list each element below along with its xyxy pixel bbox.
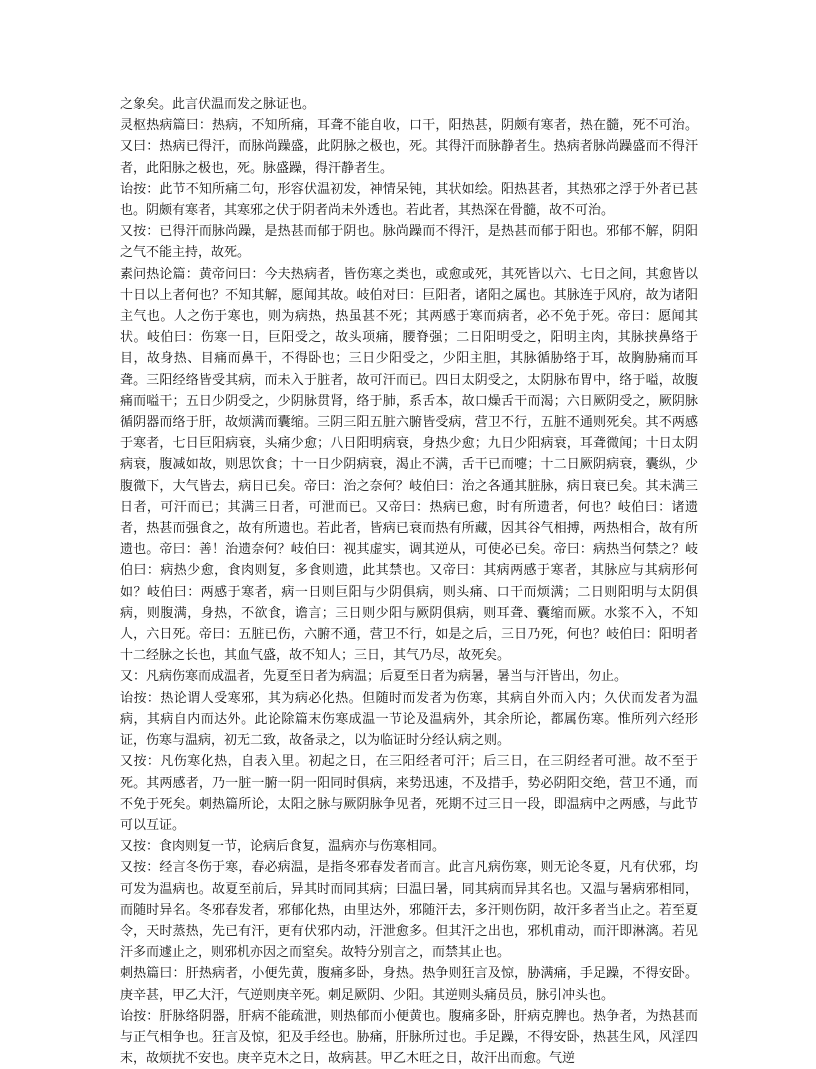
paragraph-youan-dehan: 又按：已得汗而脉尚躁，是热甚而郁于阴也。脉尚躁而不得汗，是热甚而郁于阳也。邪郁不解，阴阳之气不能主持，故死。 <box>120 224 698 261</box>
paragraph-youan-shirou: 又按：食肉则复一节，论病后食复，温病亦与伤寒相同。 <box>120 839 446 855</box>
paragraph-yian-suotong: 诒按：此节不知所痛二句，形容伏温初发，神情呆钝，其状如绘。阳热甚者，其热邪之浮于外者已甚也。阴颇有寒者，其寒邪之伏于阴者尚未外透也。若此者，其热深在骨髓，故不可治。 <box>120 181 698 219</box>
paragraph-yian-relun: 诒按：热论谓人受寒邪，其为病必化热。但随时而发者为伤寒，其病自外而入内；久伏而发者为温病，其病自内而达外。此论除篇末伤寒成温一节论及温病外，其余所论，都属伤寒。惟所列六经形证，伤寒与温病，初无二致，故备录之，以为临证时分经认病之则。 <box>120 690 698 749</box>
paragraph-youan-jingyan: 又按：经言冬伤于寒，春必病温，是指冬邪春发者而言。此言凡病伤寒，则无论冬夏，凡有伏邪，均可发为温病也。故夏至前后，异其时而同其病；曰温曰暑，同其病而异其名也。又温与暑病邪相同，而随时异名。冬邪春发者，邪郁化热，由里达外，邪随汗去，多汗则伤阴，故汗多者当止之。若至夏令，天时蒸热，先已有汗，更有伏邪内动，汗泄愈多。但其汗之出也，邪机甫动，而汗即淋漓。若见汗多而遽止之，则邪机亦因之而窒矣。故特分别言之，而禁其止也。 <box>120 860 698 961</box>
document-page <box>120 94 698 1069</box>
paragraph-youan-shanghan-hua-re: 又按：凡伤寒化热，自表入里。初起之日，在三阳经者可汗；后三日，在三阴经者可泄。故不至于死。其两感者，乃一脏一腑一阴一阳同时俱病，来势迅速，不及措手，势必阴阳交绝，营卫不通，而不免于死矣。刺热篇所论，太阳之脉与厥阴脉争见者，死期不过三日一段，即温病中之两感，与此节可以互证。 <box>120 754 698 833</box>
paragraph-bing-zheng: 之象矣。此言伏温而发之脉证也。 <box>120 97 316 112</box>
paragraph-yian-ganmai: 诒按：肝脉络阴器，肝病不能疏泄，则热郁而小便黄也。腹痛多卧，肝病克脾也。热争者，为热甚而与正气相争也。狂言及惊，犯及手经也。胁痛，肝脉所过也。手足躁，不得安卧，热甚生风，风淫四末，故烦扰不安也。庚辛克木之日，故病甚。甲乙木旺之日，故汗出而愈。气逆 <box>120 1008 698 1067</box>
paragraph-cire-ganrebing: 刺热篇曰：肝热病者，小便先黄，腹痛多卧，身热。热争则狂言及惊，胁满痛，手足躁，不得安卧。庚辛甚，甲乙大汗，气逆则庚辛死。刺足厥阴、少阳。其逆则头痛员员，脉引冲头也。 <box>120 966 698 1003</box>
paragraph-lingshu-rebing: 灵枢热病篇曰：热病，不知所痛，耳聋不能自收，口干，阳热甚，阴颇有寒者，热在髓，死不可治。又曰：热病已得汗，而脉尚躁盛，此阴脉之极也，死。其得汗而脉静者生。热病者脉尚躁盛而不得汗者，此阳脉之极也，死。脉盛躁，得汗静者生。 <box>120 118 698 176</box>
paragraph-suwen-relun: 素问热论篇：黄帝问曰：今夫热病者，皆伤寒之类也，或愈或死，其死皆以六、七日之间，其愈皆以十日以上者何也？不知其解，愿闻其故。岐伯对曰：巨阳者，诸阳之属也。其脉连于风府，故为诸阳主气也。人之伤于寒也，则为病热，热虽甚不死；其两感于寒而病者，必不免于死。帝曰：愿闻其状。岐伯曰：伤寒一日，巨阳受之，故头项痛，腰脊强；二日阳明受之，阳明主肉，其脉挟鼻络于目，故身热、目痛而鼻干，不得卧也；三日少阳受之，少阳主胆，其脉循胁络于耳，故胸胁痛而耳聋。三阳经络皆受其病，而未入于脏者，故可汗而已。四日太阴受之，太阴脉布胃中，络于嗌，故腹痛而嗌干；五日少阴受之，少阴脉贯肾，络于肺，系舌本，故口燥舌干而渴；六日厥阴受之，厥阴脉循阴器而络于肝，故烦满而囊缩。三阴三阳五脏六腑皆受病，营卫不行，五脏不通则死矣。其不两感于寒者，七日巨阳病衰，头痛少愈；八日阳明病衰，身热少愈；九日少阳病衰，耳聋微闻；十日太阴病衰，腹减如故，则思饮食；十一日少阴病衰，渴止不满，舌干已而嚏；十二日厥阴病衰，囊纵，少腹微下，大气皆去，病日已矣。帝曰：治之奈何？岐伯曰：治之各通其脏脉，病日衰已矣。其未满三日者，可汗而已；其满三日者，可泄而已。又帝曰：热病已愈，时有所遗者，何也？岐伯曰：诸遗者，热甚而强食之，故有所遗也。若此者，皆病已衰而热有所藏，因其谷气相搏，两热相合，故有所遗也。帝曰：善！治遗奈何？岐伯曰：视其虚实，调其逆从，可使必已矣。帝曰：病热当何禁之？岐伯曰：病热少愈，食肉则复，多食则遗，此其禁也。又帝曰：其病两感于寒者，其脉应与其病形何如？岐伯曰：两感于寒者，病一日则巨阳与少阴俱病，则头痛、口干而烦满；二日则阳明与太阴俱病，则腹满，身热，不欲食，谵言；三日则少阳与厥阴俱病，则耳聋、囊缩而厥。水浆不入，不知人，六日死。帝曰：五脏已伤，六腑不通，营卫不行，如是之后，三日乃死，何也？岐伯曰：阳明者十二经脉之长也，其血气盛，故不知人；三日，其气乃尽，故死矣。 <box>120 266 698 664</box>
paragraph-you-shanghan-chengwen: 又：凡病伤寒而成温者，先夏至日者为病温；后夏至日者为病暑，暑当与汗皆出，勿止。 <box>120 669 628 685</box>
